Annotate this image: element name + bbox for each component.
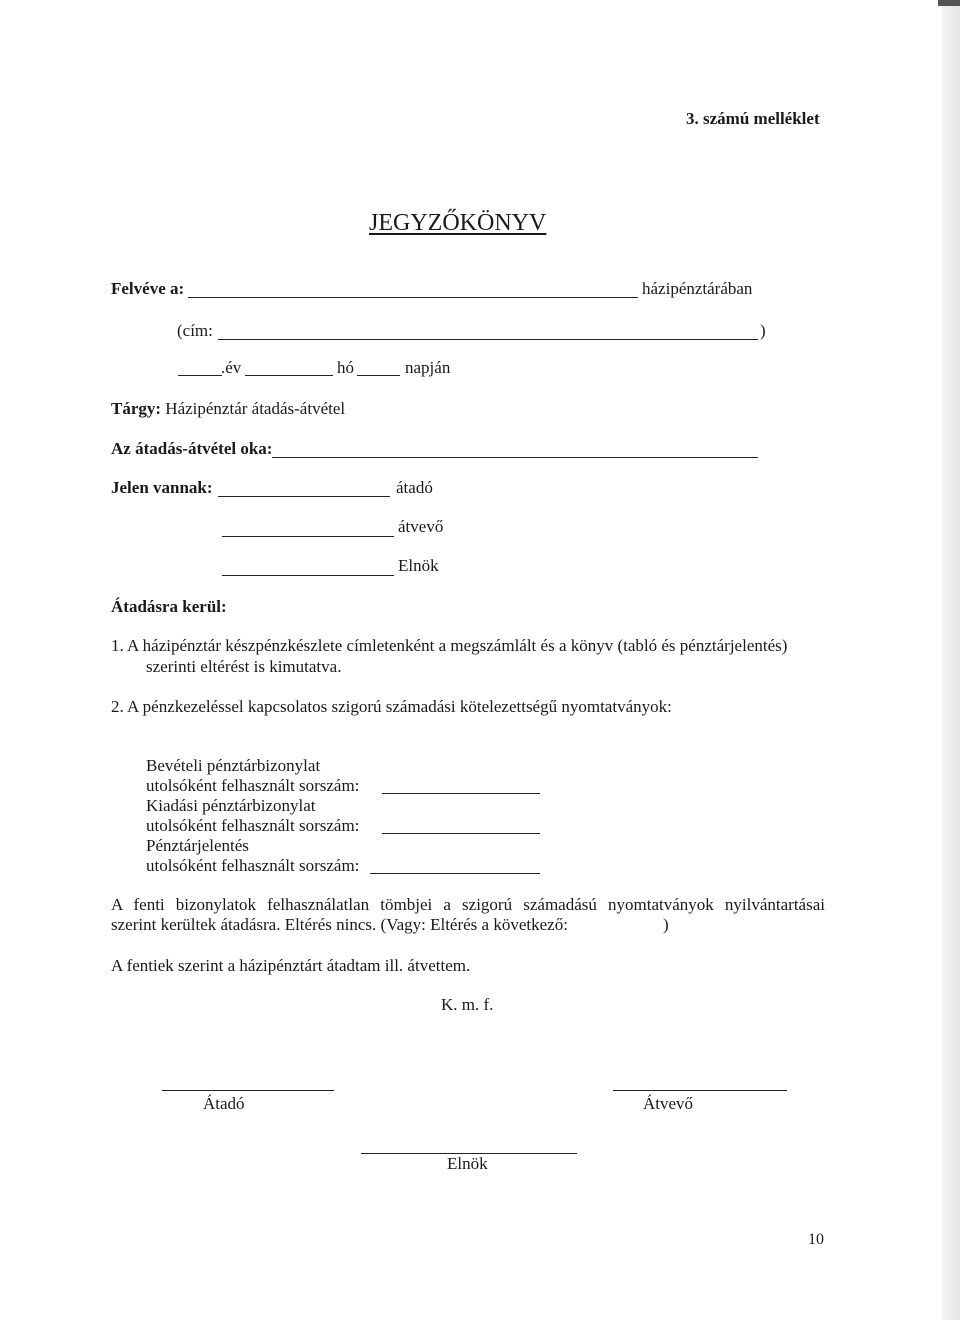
document-title: JEGYZŐKÖNYV (369, 210, 547, 236)
atado-signature-line (162, 1090, 334, 1091)
form-1-serial-label: utolsóként felhasznált sorszám: (146, 776, 360, 795)
targy-row (111, 399, 345, 419)
atado-signature-label: Átadó (203, 1094, 245, 1113)
form-3-serial-label: utolsóként felhasznált sorszám: (146, 856, 360, 875)
item-1-line-2: szerinti eltérést is kimutatva. (146, 657, 342, 676)
item-2: 2. A pénzkezeléssel kapcsolatos szigorú számadási kötelezettségű nyomtatványok: (111, 697, 672, 716)
form-3-serial-blank (370, 873, 540, 874)
ev-label: .év (221, 358, 242, 377)
reason-blank (272, 457, 758, 458)
form-1-serial-blank (382, 793, 540, 794)
year-blank (178, 375, 222, 376)
napjan-label: napján (405, 358, 451, 377)
atvevo-signature-label: Átvevő (643, 1094, 694, 1113)
felveve-label: Felvéve a: (111, 279, 185, 298)
cim-label: (cím: (177, 321, 213, 340)
item-1-line-1: 1. A házipénztár készpénzkészlete címletenként a megszámlált és a könyv (tabló és pénztárjelentés) (111, 636, 788, 655)
hazipenztar-suffix: házipénztárában (642, 279, 753, 298)
paragraph-line-1: A fenti bizonylatok felhasználatlan tömbjei a szigorú számadású nyomtatványok nyilvántartásai (111, 895, 825, 914)
scan-mark (938, 0, 960, 6)
atadasra-label: Átadásra kerül: (111, 597, 227, 616)
paragraph-close: ) (663, 915, 669, 934)
ho-label: hó (337, 358, 354, 377)
atvevo-name-blank (222, 536, 394, 537)
role-atvevo: átvevő (398, 517, 444, 536)
elnok-name-blank (222, 575, 394, 576)
jelen-label: Jelen vannak: (111, 478, 213, 497)
annex-label: 3. számú melléklet (686, 109, 820, 128)
form-2-serial-label: utolsóként felhasznált sorszám: (146, 816, 360, 835)
form-1-name: Bevételi pénztárbizonylat (146, 756, 321, 775)
role-atado: átadó (396, 478, 433, 497)
role-elnok: Elnök (398, 556, 439, 575)
page-number: 10 (808, 1231, 824, 1248)
targy-label: Tárgy: (111, 399, 162, 418)
atvevo-signature-line (613, 1090, 787, 1091)
elnok-signature-label: Elnök (447, 1154, 488, 1173)
targy-value: Házipénztár átadás-átvétel (165, 399, 346, 418)
form-2-name: Kiadási pénztárbizonylat (146, 796, 316, 815)
unused-forms-paragraph-line-1 (111, 894, 825, 915)
form-2-serial-blank (382, 833, 540, 834)
month-blank (245, 375, 333, 376)
kmf-label: K. m. f. (441, 995, 494, 1014)
scan-edge (942, 0, 960, 1320)
address-blank (218, 339, 758, 340)
closing-sentence: A fentiek szerint a házipénztárt átadtam ill. átvettem. (111, 956, 471, 975)
cim-close: ) (760, 321, 766, 340)
paragraph-line-2: szerint kerültek átadásra. Eltérés nincs. (Vagy: Eltérés a következő: (111, 915, 568, 934)
atado-name-blank (218, 496, 390, 497)
day-blank (357, 375, 400, 376)
form-3-name: Pénztárjelentés (146, 836, 249, 855)
location-blank (188, 297, 638, 298)
ok-label: Az átadás-átvétel oka: (111, 439, 273, 458)
